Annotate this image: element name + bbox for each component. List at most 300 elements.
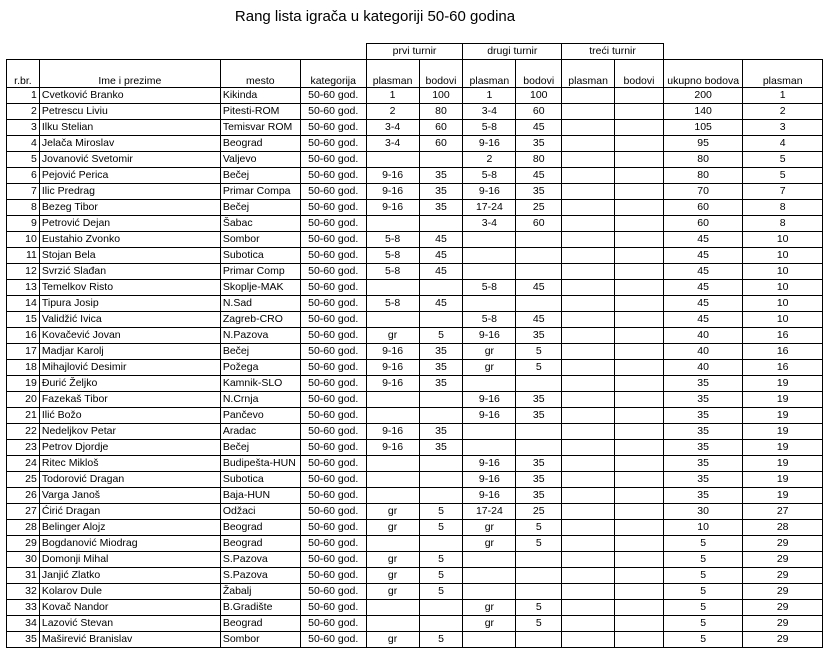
- cell-rbr: 14: [7, 296, 40, 312]
- cell-rbr: 4: [7, 136, 40, 152]
- cell-rbr: 23: [7, 440, 40, 456]
- cell-t1-points: 35: [419, 424, 463, 440]
- cell-t2-points: [516, 568, 562, 584]
- cell-t2-placement: [463, 296, 516, 312]
- cell-rbr: 35: [7, 632, 40, 648]
- cell-t1-placement: gr: [366, 568, 419, 584]
- cell-t2-points: 60: [516, 216, 562, 232]
- cell-t2-placement: 9-16: [463, 472, 516, 488]
- table-row: [7, 248, 823, 264]
- cell-category: 50-60 god.: [300, 616, 366, 632]
- cell-t1-placement: 1: [366, 88, 419, 104]
- cell-rbr: 12: [7, 264, 40, 280]
- cell-t3-points: [615, 216, 664, 232]
- cell-t3-points: [615, 440, 664, 456]
- cell-rbr: 13: [7, 280, 40, 296]
- cell-t1-placement: [366, 216, 419, 232]
- cell-name: Todorović Dragan: [39, 472, 220, 488]
- cell-city: N.Crnja: [220, 392, 300, 408]
- cell-t1-placement: 9-16: [366, 424, 419, 440]
- cell-t3-points: [615, 360, 664, 376]
- cell-total: 140: [663, 104, 742, 120]
- cell-t2-points: [516, 296, 562, 312]
- cell-t3-points: [615, 616, 664, 632]
- cell-city: Kikinda: [220, 88, 300, 104]
- cell-t3-placement: [562, 472, 615, 488]
- cell-category: 50-60 god.: [300, 120, 366, 136]
- cell-name: Madjar Karolj: [39, 344, 220, 360]
- header-t2-placement: plasman: [463, 60, 516, 88]
- cell-total: 5: [663, 616, 742, 632]
- cell-city: S.Pazova: [220, 552, 300, 568]
- cell-final-placement: 5: [743, 152, 823, 168]
- cell-t1-points: [419, 216, 463, 232]
- header-t2-points: bodovi: [516, 60, 562, 88]
- cell-city: Temisvar ROM: [220, 120, 300, 136]
- cell-t1-points: [419, 392, 463, 408]
- cell-total: 45: [663, 232, 742, 248]
- cell-category: 50-60 god.: [300, 312, 366, 328]
- cell-city: Zagreb-CRO: [220, 312, 300, 328]
- cell-rbr: 7: [7, 184, 40, 200]
- cell-t3-placement: [562, 600, 615, 616]
- cell-t1-points: [419, 536, 463, 552]
- cell-t1-points: 5: [419, 552, 463, 568]
- cell-t1-points: [419, 280, 463, 296]
- cell-name: Fazekaš Tibor: [39, 392, 220, 408]
- cell-t1-placement: [366, 152, 419, 168]
- cell-city: Beograd: [220, 616, 300, 632]
- cell-rbr: 21: [7, 408, 40, 424]
- cell-city: Beograd: [220, 136, 300, 152]
- cell-city: S.Pazova: [220, 568, 300, 584]
- cell-t3-points: [615, 536, 664, 552]
- cell-city: Žabalj: [220, 584, 300, 600]
- cell-t3-points: [615, 232, 664, 248]
- cell-final-placement: 27: [743, 504, 823, 520]
- cell-t1-points: 60: [419, 120, 463, 136]
- cell-t2-placement: 5-8: [463, 280, 516, 296]
- cell-t1-placement: 9-16: [366, 168, 419, 184]
- cell-t1-placement: [366, 488, 419, 504]
- cell-name: Ilku Stelian: [39, 120, 220, 136]
- table-row: [7, 520, 823, 536]
- cell-rbr: 5: [7, 152, 40, 168]
- cell-t1-placement: 9-16: [366, 184, 419, 200]
- cell-t1-placement: 5-8: [366, 232, 419, 248]
- cell-t1-points: 35: [419, 200, 463, 216]
- cell-name: Tipura Josip: [39, 296, 220, 312]
- cell-t2-placement: 9-16: [463, 184, 516, 200]
- cell-final-placement: 29: [743, 632, 823, 648]
- header-t1-points: bodovi: [419, 60, 463, 88]
- cell-t3-placement: [562, 312, 615, 328]
- cell-name: Validžić Ivica: [39, 312, 220, 328]
- cell-name: Mihajlović Desimir: [39, 360, 220, 376]
- cell-t2-placement: [463, 552, 516, 568]
- cell-t3-placement: [562, 184, 615, 200]
- cell-category: 50-60 god.: [300, 360, 366, 376]
- cell-t2-points: [516, 264, 562, 280]
- cell-t3-placement: [562, 200, 615, 216]
- cell-total: 35: [663, 408, 742, 424]
- cell-t3-points: [615, 632, 664, 648]
- table-row: [7, 616, 823, 632]
- cell-total: 5: [663, 568, 742, 584]
- cell-t3-points: [615, 312, 664, 328]
- cell-t1-placement: 2: [366, 104, 419, 120]
- cell-city: B.Gradište: [220, 600, 300, 616]
- cell-city: Pitesti-ROM: [220, 104, 300, 120]
- table-row: [7, 88, 823, 104]
- cell-t2-points: 35: [516, 328, 562, 344]
- cell-t2-placement: [463, 376, 516, 392]
- cell-name: Varga Janoš: [39, 488, 220, 504]
- cell-total: 80: [663, 152, 742, 168]
- cell-rbr: 10: [7, 232, 40, 248]
- cell-final-placement: 29: [743, 568, 823, 584]
- cell-final-placement: 29: [743, 552, 823, 568]
- cell-category: 50-60 god.: [300, 488, 366, 504]
- cell-t1-points: 5: [419, 632, 463, 648]
- cell-t1-placement: 3-4: [366, 136, 419, 152]
- cell-t3-points: [615, 600, 664, 616]
- cell-category: 50-60 god.: [300, 600, 366, 616]
- cell-t1-placement: 9-16: [366, 440, 419, 456]
- cell-t2-placement: 17-24: [463, 504, 516, 520]
- cell-name: Ilić Božo: [39, 408, 220, 424]
- cell-t1-placement: gr: [366, 520, 419, 536]
- cell-t1-points: 45: [419, 296, 463, 312]
- cell-t3-points: [615, 344, 664, 360]
- cell-category: 50-60 god.: [300, 216, 366, 232]
- cell-name: Kovač Nandor: [39, 600, 220, 616]
- cell-t1-points: 5: [419, 584, 463, 600]
- cell-t2-points: [516, 376, 562, 392]
- cell-category: 50-60 god.: [300, 200, 366, 216]
- cell-rbr: 22: [7, 424, 40, 440]
- cell-t2-points: 5: [516, 536, 562, 552]
- cell-t1-points: 5: [419, 328, 463, 344]
- table-row: [7, 424, 823, 440]
- header-name: Ime i prezime: [39, 60, 220, 88]
- cell-t1-placement: [366, 456, 419, 472]
- cell-category: 50-60 god.: [300, 392, 366, 408]
- cell-t2-points: 5: [516, 520, 562, 536]
- cell-final-placement: 10: [743, 248, 823, 264]
- cell-t1-placement: [366, 536, 419, 552]
- cell-total: 40: [663, 360, 742, 376]
- cell-name: Jovanović Svetomir: [39, 152, 220, 168]
- cell-city: N.Pazova: [220, 328, 300, 344]
- cell-rbr: 31: [7, 568, 40, 584]
- cell-t3-placement: [562, 104, 615, 120]
- cell-t3-placement: [562, 280, 615, 296]
- cell-t1-points: 45: [419, 264, 463, 280]
- cell-t1-points: 5: [419, 520, 463, 536]
- cell-t2-points: 45: [516, 120, 562, 136]
- cell-t1-points: 35: [419, 360, 463, 376]
- cell-t1-placement: gr: [366, 328, 419, 344]
- cell-city: Sombor: [220, 232, 300, 248]
- cell-t3-placement: [562, 568, 615, 584]
- cell-t2-points: 25: [516, 504, 562, 520]
- cell-name: Stojan Bela: [39, 248, 220, 264]
- cell-category: 50-60 god.: [300, 344, 366, 360]
- cell-name: Ilic Predrag: [39, 184, 220, 200]
- table-row: [7, 408, 823, 424]
- cell-category: 50-60 god.: [300, 552, 366, 568]
- cell-rbr: 19: [7, 376, 40, 392]
- cell-t1-points: 35: [419, 184, 463, 200]
- cell-t2-placement: 9-16: [463, 328, 516, 344]
- table-row: [7, 280, 823, 296]
- cell-category: 50-60 god.: [300, 456, 366, 472]
- cell-t2-placement: [463, 264, 516, 280]
- cell-name: Belinger Alojz: [39, 520, 220, 536]
- cell-total: 60: [663, 200, 742, 216]
- cell-t2-placement: [463, 232, 516, 248]
- table-row: [7, 504, 823, 520]
- cell-city: Beograd: [220, 536, 300, 552]
- cell-final-placement: 16: [743, 344, 823, 360]
- cell-city: Kamnik-SLO: [220, 376, 300, 392]
- cell-rbr: 28: [7, 520, 40, 536]
- cell-t1-placement: [366, 616, 419, 632]
- cell-final-placement: 29: [743, 536, 823, 552]
- cell-city: Bečej: [220, 168, 300, 184]
- header-city: mesto: [220, 60, 300, 88]
- cell-total: 5: [663, 584, 742, 600]
- cell-t2-placement: [463, 568, 516, 584]
- cell-t3-placement: [562, 360, 615, 376]
- table-row: [7, 536, 823, 552]
- cell-category: 50-60 god.: [300, 408, 366, 424]
- cell-total: 40: [663, 344, 742, 360]
- cell-t2-placement: 3-4: [463, 104, 516, 120]
- cell-rbr: 34: [7, 616, 40, 632]
- cell-t3-points: [615, 472, 664, 488]
- cell-t2-placement: 17-24: [463, 200, 516, 216]
- cell-total: 45: [663, 264, 742, 280]
- cell-total: 45: [663, 248, 742, 264]
- cell-rbr: 32: [7, 584, 40, 600]
- cell-t1-points: [419, 616, 463, 632]
- cell-t1-points: 35: [419, 344, 463, 360]
- cell-category: 50-60 god.: [300, 184, 366, 200]
- cell-t3-placement: [562, 168, 615, 184]
- cell-t3-placement: [562, 328, 615, 344]
- cell-t2-points: 45: [516, 168, 562, 184]
- cell-total: 5: [663, 552, 742, 568]
- header-final-placement: plasman: [743, 60, 823, 88]
- cell-t3-placement: [562, 136, 615, 152]
- cell-t3-points: [615, 488, 664, 504]
- cell-t1-placement: gr: [366, 584, 419, 600]
- cell-t1-points: 35: [419, 168, 463, 184]
- cell-category: 50-60 god.: [300, 440, 366, 456]
- cell-t3-placement: [562, 152, 615, 168]
- cell-t3-points: [615, 88, 664, 104]
- table-header: [7, 44, 823, 88]
- cell-rbr: 17: [7, 344, 40, 360]
- cell-category: 50-60 god.: [300, 296, 366, 312]
- cell-name: Nedeljkov Petar: [39, 424, 220, 440]
- cell-t2-placement: 9-16: [463, 392, 516, 408]
- cell-city: Sombor: [220, 632, 300, 648]
- cell-city: Odžaci: [220, 504, 300, 520]
- header-category: kategorija: [300, 60, 366, 88]
- cell-city: Šabac: [220, 216, 300, 232]
- cell-final-placement: 1: [743, 88, 823, 104]
- cell-t2-placement: [463, 440, 516, 456]
- cell-rbr: 18: [7, 360, 40, 376]
- cell-total: 60: [663, 216, 742, 232]
- cell-final-placement: 10: [743, 312, 823, 328]
- cell-rbr: 6: [7, 168, 40, 184]
- cell-t1-placement: gr: [366, 504, 419, 520]
- cell-t2-points: 35: [516, 472, 562, 488]
- cell-t1-points: [419, 456, 463, 472]
- cell-category: 50-60 god.: [300, 248, 366, 264]
- cell-final-placement: 28: [743, 520, 823, 536]
- cell-total: 30: [663, 504, 742, 520]
- cell-t1-points: 5: [419, 568, 463, 584]
- cell-t2-points: 100: [516, 88, 562, 104]
- cell-rbr: 2: [7, 104, 40, 120]
- cell-category: 50-60 god.: [300, 328, 366, 344]
- cell-t3-points: [615, 392, 664, 408]
- cell-t1-placement: 9-16: [366, 360, 419, 376]
- cell-t1-placement: 3-4: [366, 120, 419, 136]
- cell-final-placement: 19: [743, 408, 823, 424]
- cell-final-placement: 29: [743, 584, 823, 600]
- cell-t1-placement: [366, 392, 419, 408]
- cell-t3-placement: [562, 376, 615, 392]
- cell-t3-points: [615, 504, 664, 520]
- table-row: [7, 568, 823, 584]
- cell-final-placement: 19: [743, 376, 823, 392]
- cell-t1-points: 45: [419, 232, 463, 248]
- cell-t1-placement: 9-16: [366, 344, 419, 360]
- cell-t1-placement: 9-16: [366, 200, 419, 216]
- cell-t3-points: [615, 520, 664, 536]
- cell-category: 50-60 god.: [300, 520, 366, 536]
- cell-name: Janjić Zlatko: [39, 568, 220, 584]
- cell-final-placement: 19: [743, 392, 823, 408]
- cell-t3-placement: [562, 216, 615, 232]
- cell-t1-placement: gr: [366, 552, 419, 568]
- cell-rbr: 26: [7, 488, 40, 504]
- cell-city: Valjevo: [220, 152, 300, 168]
- cell-t1-points: [419, 472, 463, 488]
- cell-t3-placement: [562, 344, 615, 360]
- cell-t3-points: [615, 552, 664, 568]
- cell-category: 50-60 god.: [300, 104, 366, 120]
- cell-total: 45: [663, 296, 742, 312]
- cell-category: 50-60 god.: [300, 536, 366, 552]
- cell-final-placement: 10: [743, 264, 823, 280]
- table-row: [7, 584, 823, 600]
- cell-t2-placement: gr: [463, 344, 516, 360]
- table-row: [7, 232, 823, 248]
- header-total: ukupno bodova: [663, 60, 742, 88]
- cell-final-placement: 5: [743, 168, 823, 184]
- cell-total: 5: [663, 600, 742, 616]
- cell-t3-points: [615, 184, 664, 200]
- cell-final-placement: 19: [743, 440, 823, 456]
- cell-t3-points: [615, 408, 664, 424]
- cell-name: Ćirić Dragan: [39, 504, 220, 520]
- cell-t2-points: [516, 248, 562, 264]
- table-row: [7, 104, 823, 120]
- cell-city: Pančevo: [220, 408, 300, 424]
- header-tournament-3: treći turnir: [562, 44, 664, 60]
- cell-final-placement: 10: [743, 232, 823, 248]
- cell-t2-placement: 5-8: [463, 168, 516, 184]
- cell-category: 50-60 god.: [300, 504, 366, 520]
- cell-t3-placement: [562, 456, 615, 472]
- cell-total: 5: [663, 536, 742, 552]
- header-rbr: r.br.: [7, 60, 40, 88]
- table-row: [7, 440, 823, 456]
- cell-total: 95: [663, 136, 742, 152]
- cell-t1-points: 60: [419, 136, 463, 152]
- cell-t1-placement: 5-8: [366, 264, 419, 280]
- cell-total: 35: [663, 456, 742, 472]
- cell-t2-points: 35: [516, 488, 562, 504]
- cell-total: 45: [663, 280, 742, 296]
- cell-t2-points: 35: [516, 456, 562, 472]
- cell-t3-points: [615, 296, 664, 312]
- cell-total: 105: [663, 120, 742, 136]
- cell-name: Jelača Miroslav: [39, 136, 220, 152]
- cell-t2-placement: gr: [463, 520, 516, 536]
- header-t3-points: bodovi: [615, 60, 664, 88]
- cell-t2-points: 45: [516, 312, 562, 328]
- cell-t2-placement: 9-16: [463, 456, 516, 472]
- cell-t3-placement: [562, 392, 615, 408]
- cell-final-placement: 16: [743, 328, 823, 344]
- cell-rbr: 1: [7, 88, 40, 104]
- cell-total: 45: [663, 312, 742, 328]
- cell-t2-placement: [463, 424, 516, 440]
- cell-rbr: 3: [7, 120, 40, 136]
- cell-rbr: 33: [7, 600, 40, 616]
- cell-name: Petrov Djordje: [39, 440, 220, 456]
- cell-t1-placement: [366, 600, 419, 616]
- cell-t2-points: [516, 440, 562, 456]
- cell-t1-points: 35: [419, 376, 463, 392]
- cell-t3-placement: [562, 296, 615, 312]
- cell-final-placement: 4: [743, 136, 823, 152]
- header-tournament-2: drugi turnir: [463, 44, 562, 60]
- cell-t2-points: 5: [516, 616, 562, 632]
- cell-city: N.Sad: [220, 296, 300, 312]
- cell-city: Subotica: [220, 472, 300, 488]
- cell-t2-points: 35: [516, 408, 562, 424]
- cell-t2-points: 45: [516, 280, 562, 296]
- cell-category: 50-60 god.: [300, 280, 366, 296]
- cell-t2-points: 80: [516, 152, 562, 168]
- cell-t3-points: [615, 584, 664, 600]
- cell-t3-points: [615, 152, 664, 168]
- cell-t1-placement: 5-8: [366, 296, 419, 312]
- cell-category: 50-60 god.: [300, 584, 366, 600]
- table-row: [7, 360, 823, 376]
- cell-total: 40: [663, 328, 742, 344]
- cell-category: 50-60 god.: [300, 136, 366, 152]
